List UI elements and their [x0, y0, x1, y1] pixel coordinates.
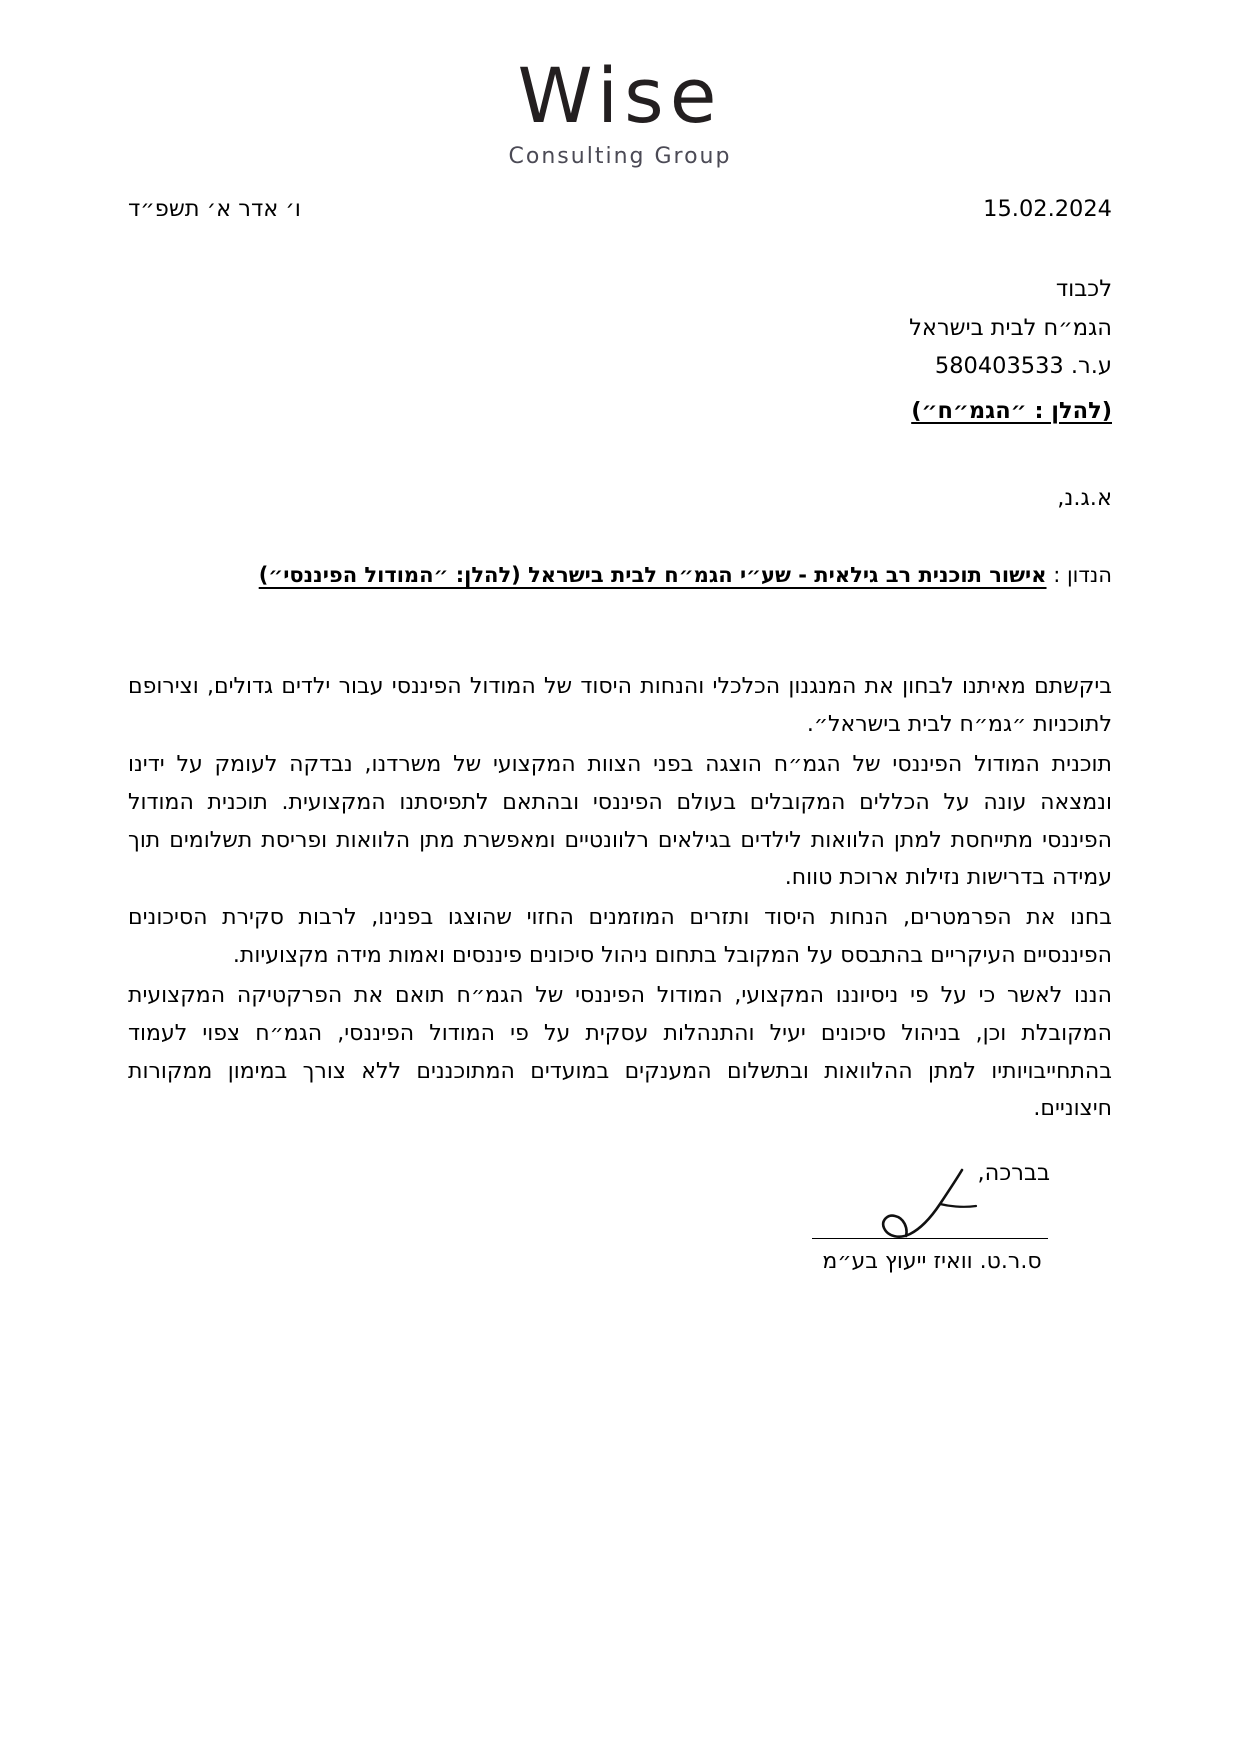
- salutation: א.ג.נ,: [1057, 484, 1112, 511]
- date-row: [128, 196, 1112, 222]
- signature-block: [0, 1160, 1240, 1274]
- subject-text: אישור תוכנית רב גילאית - שע״י הגמ״ח לבית בישראל (להלן: ״המודול הפיננסי״): [258, 562, 1047, 587]
- subject-line: [128, 559, 1112, 593]
- logo-wordmark: Wise: [517, 51, 723, 140]
- recipient-block: [128, 270, 1112, 431]
- recipient-org-name: הגמ״ח לבית בישראל: [909, 314, 1112, 341]
- recipient-hereinafter: (להלן : ״הגמ״ח״): [911, 398, 1112, 425]
- body-paragraph: הננו לאשר כי על פי ניסיוננו המקצועי, המודול הפיננסי של הגמ״ח תואם את הפרקטיקה המקצועית המקובלת וכן, בניהול סיכונים יעיל והתנהלות עסקית על פי המודול הפיננסי, הגמ״ח צפוי לעמוד בהתחייבויותיו למתן ההלוואות ובתשלום המענקים במועדים המתוכננים ללא צורך במימון ממקורות חיצוניים.: [128, 982, 1112, 1122]
- logo-tagline: Consulting Group: [508, 144, 732, 169]
- signature-company-name: ס.ר.ט. וואיז ייעוץ בע״מ: [822, 1249, 1042, 1274]
- body-paragraph: ביקשתם מאיתנו לבחון את המנגנון הכלכלי והנחות היסוד של המודול הפיננסי עבור ילדים גדולים, וצירופם לתוכניות ״גמ״ח לבית בישראל״.: [128, 674, 1112, 738]
- letter-body: [128, 668, 1112, 1128]
- recipient-registration: ע.ר. 580403533: [934, 353, 1112, 380]
- body-paragraph: תוכנית המודול הפיננסי של הגמ״ח הוצגה בפני הצוות המקצועי של משרדנו, נבדקה לעומק על ידינו ונמצאה עונה על הכללים המקובלים בעולם הפיננסי ובהתאם לתפיסתנו המקצועית. תוכנית המודול הפיננסי מתייחסת למתן הלוואות לילדים בגילאים רלוונטיים ומאפשרת מתן הלוואות ופריסת תשלומים תוך עמידה בדרישות נזילות ארוכת טווח.: [128, 752, 1112, 891]
- signature-rule: [812, 1238, 1048, 1239]
- body-paragraph: בחנו את הפרמטרים, הנחות היסוד ותזרים המוזמנים החזוי שהוצגו בפנינו, לרבות סקירת הסיכונים הפיננסיים העיקריים בהתבסס על המקובל בתחום ניהול סיכונים פיננסים ואמות מידה מקצועיות.: [128, 905, 1112, 969]
- subject-label: הנדון :: [1053, 562, 1112, 587]
- gregorian-date: 15.02.2024: [983, 196, 1112, 222]
- letter-content: [128, 196, 1112, 1130]
- hebrew-date: ו׳ אדר א׳ תשפ״ד: [128, 196, 301, 222]
- recipient-to-label: לכבוד: [1055, 276, 1112, 302]
- company-logo: [0, 51, 1240, 169]
- signature-regards: בברכה,: [977, 1160, 1050, 1186]
